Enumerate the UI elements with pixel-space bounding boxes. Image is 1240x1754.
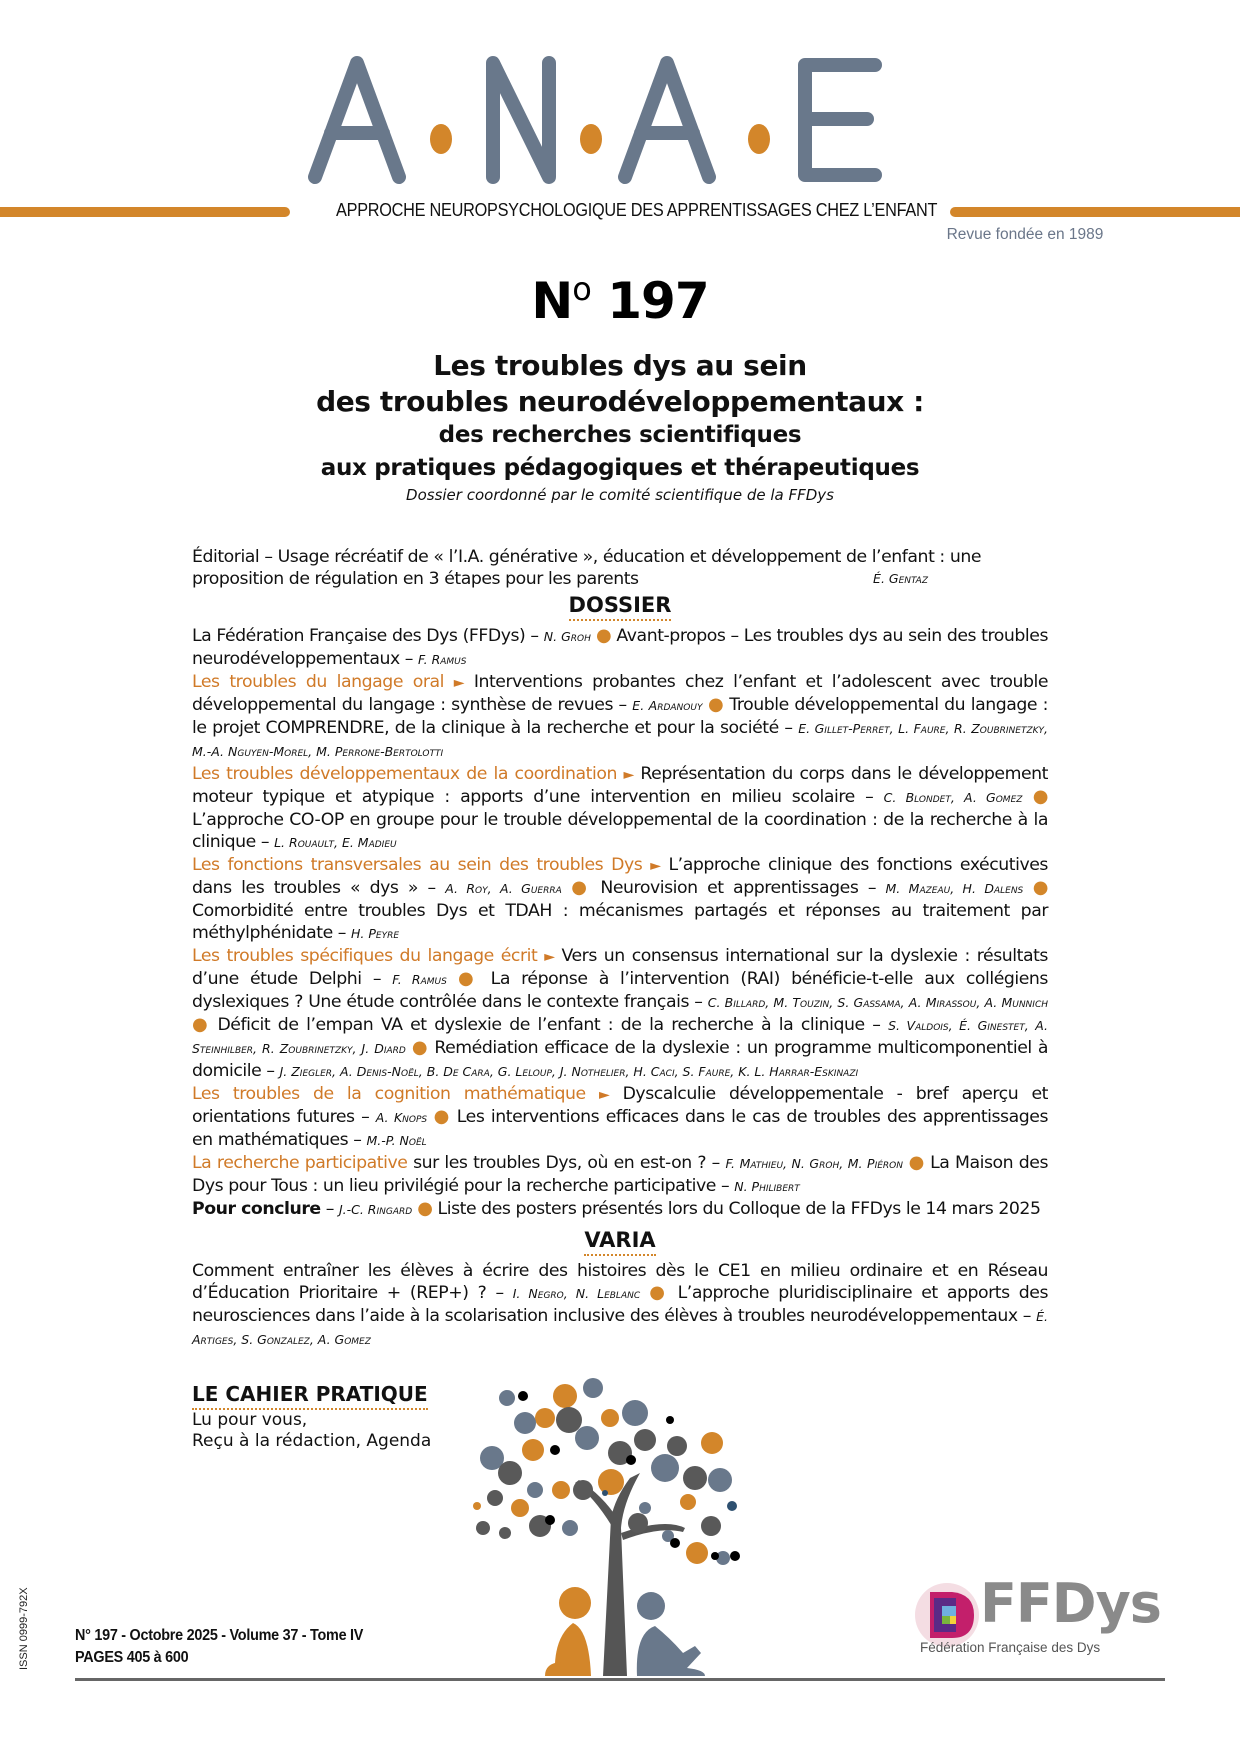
title-line-2: des troubles neurodéveloppementaux : xyxy=(316,385,924,418)
author: F. Ramus xyxy=(392,972,447,987)
varia-entries: Comment entraîner les élèves à écrire des histoires dès le CE1 en milieu ordinaire et en Réseau d’Éducation Prioritaire + (REP+) ? – I. Negro, N. Leblanc ● L’approche pluridisciplinaire et apports des neurosciences dans l’aide à la scolarisation inclusive des élèves à troubles neurodéveloppementaux – É. Artiges, S. Gonzalez, A. Gomez xyxy=(192,1261,1049,1347)
author: N. Groh xyxy=(543,629,591,644)
author: F. Ramus xyxy=(418,652,467,667)
section-title: La recherche participative xyxy=(192,1153,408,1173)
issue-degree: o xyxy=(572,270,591,308)
author: F. Mathieu, N. Groh, M. Piéron xyxy=(725,1156,903,1171)
section-title: Les fonctions transversales au sein des troubles Dys xyxy=(192,855,643,875)
logo-letter-a1 xyxy=(315,63,399,177)
separator-dot-icon: ● xyxy=(192,1014,210,1035)
author: L. Rouault, E. Madieu xyxy=(274,835,397,850)
separator-dot-icon: ● xyxy=(908,1152,925,1173)
varia-heading: VARIA xyxy=(192,1227,1048,1256)
cahier-pratique xyxy=(192,1382,431,1452)
title-line-4: aux pratiques pédagogiques et thérapeutiques xyxy=(320,455,920,481)
separator-dot-icon: ● xyxy=(707,694,724,715)
title-line-3: des recherches scientifiques xyxy=(438,422,802,448)
separator-dot-icon: ● xyxy=(1032,786,1048,807)
cahier-line-1: Lu pour vous, xyxy=(192,1410,308,1430)
section-fonctions-transversales: Les fonctions transversales au sein des troubles Dys ► L’approche clinique des fonctions exécutives dans les troubles « dys » – A. Roy, A. Guerra ● Neurovision et apprentissages – M. Mazeau, H. Dalens ● Comorbidité entre troubles Dys et TDAH : mécanismes partagés et réponses au traitement par méthylphénidate – H. Peyre xyxy=(192,855,1048,943)
author: E. Ardanouy xyxy=(632,698,703,713)
footer-divider xyxy=(75,1678,1165,1681)
issue-info xyxy=(75,1625,363,1669)
founded-note: Revue fondée en 1989 xyxy=(946,226,1104,243)
header-bar-right xyxy=(950,207,1240,217)
section-langage-ecrit: Les troubles spécifiques du langage écrit ► Vers un consensus international sur la dyslexie : résultats d’une étude Delphi – F. Ramus ● La réponse à l’intervention (RAI) bénéficie-t-elle aux collégiens dyslexiques ? Une étude contrôlée dans le contexte français – C. Billard, M. Touzin, S. Gassama, A. Mirassou, A. Munnich ● Déficit de l’empan VA et dyslexie de l’enfant : de la recherche à la clinique – S. Valdois, É. Ginestet, A. Steinhilber, R. Zoubrinetzky, J. Diard ● Remédiation efficace de la dyslexie : un programme multicomponentiel à domicile – J. Ziegler, A. Denis-Noël, B. De Cara, G. Leloup, J. Nothelier, H. Caci, S. Faure, K. L. Harrar-Eskinazi xyxy=(192,946,1048,1081)
issue-line: N° 197 - Octobre 2025 - Volume 37 - Tome IV xyxy=(75,1627,364,1644)
issue-num: 197 xyxy=(607,272,709,330)
title-line-1: Les troubles dys au sein xyxy=(433,349,807,382)
author: I. Negro, N. Leblanc xyxy=(512,1286,641,1301)
separator-dot-icon: ● xyxy=(596,625,612,646)
author: H. Peyre xyxy=(351,926,400,941)
author: É. Artiges, S. Gonzalez, A. Gomez xyxy=(192,1309,1048,1347)
editorial-author: É. Gentaz xyxy=(873,571,928,586)
child-boy-silhouette xyxy=(637,1592,705,1676)
section-title: Les troubles du langage oral xyxy=(192,672,445,692)
tree-illustration xyxy=(465,1378,765,1676)
anae-logo xyxy=(305,55,935,185)
tree-leaves xyxy=(473,1378,740,1565)
conclusion-entry: Pour conclure – J.-C. Ringard ● Liste des posters présentés lors du Colloque de la FFDys le 14 mars 2025 xyxy=(192,1198,1041,1219)
cahier-heading: LE CAHIER PRATIQUE xyxy=(192,1382,428,1410)
issn-label: ISSN 0999-792X xyxy=(18,1587,30,1670)
author: J. Ziegler, A. Denis-Noël, B. De Cara, G. Leloup, J. Nothelier, H. Caci, S. Faure, K. L. Harrar-Eskinazi xyxy=(279,1064,859,1079)
dossier-title xyxy=(0,348,1240,420)
author: M. Mazeau, H. Dalens xyxy=(885,881,1024,896)
logo-dot-3 xyxy=(748,124,770,154)
dossier-intro: La Fédération Française des Dys (FFDys) – N. Groh ● Avant-propos – Les troubles dys au sein des troubles neurodéveloppementaux – F. Ramus xyxy=(192,625,1049,669)
author: S. Valdois, É. Ginestet, A. Steinhilber, R. Zoubrinetzky, J. Diard xyxy=(192,1018,1048,1056)
table-of-contents xyxy=(192,546,1048,1351)
section-recherche-participative: La recherche participative sur les troubles Dys, où en est-on ? – F. Mathieu, N. Groh, M. Piéron ● La Maison des Dys pour Tous : un lieu privilégié pour la recherche participative – N. Philibert xyxy=(192,1152,1049,1196)
author: A. Roy, A. Guerra xyxy=(445,881,562,896)
coordination-note: Dossier coordonné par le comité scientifique de la FFDys xyxy=(406,486,834,504)
arrow-right-icon: ► xyxy=(623,767,634,783)
separator-dot-icon: ● xyxy=(433,1106,451,1127)
logo-letter-e xyxy=(805,65,875,175)
pages-line: PAGES 405 à 600 xyxy=(75,1649,189,1666)
issue-prefix: N xyxy=(531,272,573,330)
arrow-right-icon: ► xyxy=(598,1087,610,1103)
author: J.-C. Ringard xyxy=(338,1202,413,1217)
section-title: Les troubles développementaux de la coordination xyxy=(192,764,617,784)
separator-dot-icon: ● xyxy=(411,1037,429,1058)
logo-dot-1 xyxy=(430,124,452,154)
anae-logo-graphic xyxy=(305,55,935,185)
ffdys-wordmark: FFDys xyxy=(980,1572,1161,1635)
author: A. Knops xyxy=(375,1110,428,1125)
child-girl-silhouette xyxy=(545,1587,591,1676)
separator-dot-icon: ● xyxy=(1032,877,1048,898)
separator-dot-icon: ● xyxy=(417,1198,433,1219)
dossier-heading: DOSSIER xyxy=(192,592,1048,621)
section-title: Les troubles de la cognition mathématique xyxy=(192,1084,586,1104)
section-langage-oral: Les troubles du langage oral ► Interventions probantes chez l’enfant et l’adolescent avec trouble développemental du langage : synthèse de revues – E. Ardanouy ● Trouble développemental du langage : le projet COMPRENDRE, de la clinique à la recherche et pour la société – E. Gillet-Perret, L. Faure, R. Zoubrinetzky, M.-A. Nguyen-Morel, M. Perrone-Bertolotti xyxy=(192,672,1048,759)
author: C. Blondet, A. Gomez xyxy=(883,790,1023,805)
editorial-entry xyxy=(192,546,1048,590)
author: C. Billard, M. Touzin, S. Gassama, A. Mirassou, A. Munnich xyxy=(707,995,1048,1010)
author: E. Gillet-Perret, L. Faure, R. Zoubrinetzky, M.-A. Nguyen-Morel, M. Perrone-Bertolotti xyxy=(192,721,1048,759)
arrow-right-icon: ► xyxy=(453,675,465,691)
section-cognition-mathematique: Les troubles de la cognition mathématique ► Dyscalculie développementale - bref aperçu et orientations futures – A. Knops ● Les interventions efficaces dans le cas de troubles des apprentissages en mathématiques – M.-P. Noël xyxy=(192,1084,1048,1150)
arrow-right-icon: ► xyxy=(650,858,661,874)
header-bar-left xyxy=(0,207,290,217)
section-title: Les troubles spécifiques du langage écrit xyxy=(192,946,538,966)
separator-dot-icon: ● xyxy=(458,968,480,989)
separator-dot-icon: ● xyxy=(571,877,591,898)
ffdys-logo xyxy=(908,1572,1168,1668)
arrow-right-icon: ► xyxy=(544,949,555,965)
separator-dot-icon: ● xyxy=(649,1282,669,1303)
dossier-subtitle xyxy=(0,419,1240,485)
editorial-text: Éditorial – Usage récréatif de « l’I.A. générative », éducation et développement de l’enfant : une proposition de régulation en 3 étapes pour les parents xyxy=(192,547,982,589)
issue-number xyxy=(0,270,1240,330)
author: M.-P. Noël xyxy=(366,1133,427,1148)
tree-with-children-icon xyxy=(465,1378,765,1676)
ffdys-subtitle: Fédération Française des Dys xyxy=(920,1640,1101,1655)
journal-tagline: APPROCHE NEUROPSYCHOLOGIQUE DES APPRENTISSAGES CHEZ L’ENFANT xyxy=(336,199,938,220)
cahier-line-2: Reçu à la rédaction, Agenda xyxy=(192,1431,432,1451)
conclusion-label: Pour conclure xyxy=(192,1199,321,1219)
logo-dot-2 xyxy=(580,124,602,154)
section-coordination: Les troubles développementaux de la coordination ► Représentation du corps dans le développement moteur typique et atypique : apports d’une intervention en milieu scolaire – C. Blondet, A. Gomez ● L’approche CO-OP en groupe pour le trouble développemental de la coordination : de la recherche à la clinique – L. Rouault, E. Madieu xyxy=(192,764,1048,852)
logo-letter-n xyxy=(493,63,549,177)
logo-letter-a2 xyxy=(625,63,709,177)
author: N. Philibert xyxy=(734,1179,800,1194)
